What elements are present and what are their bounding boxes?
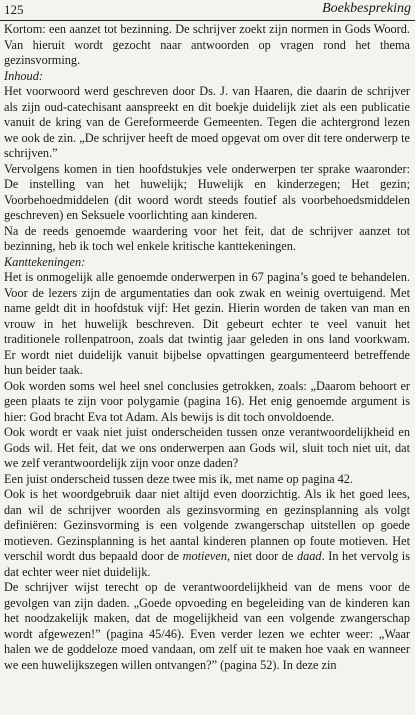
paragraph-verantwoordelijkheid: Ook wordt er vaak niet juist onderscheiden tussen onze verantwoordelijkheid en Gods wil. Het feit, dat we ons onderwerpen aan Gods wil, sluit toch niet uit, dat we zelf verantwoordelijk zijn voor onze daden? [4,425,410,470]
paragraph-gevolgen: De schrijver wijst terecht op de verantwoordelijkheid van de mens voor de gevolgen van zijn daden. „Goede opvoeding en begeleiding van de kinderen kan het noodzakelijk maken, dat de mogelijkheid van een volgende zwangerschap wordt afgewezen!” (pagina 45/46). Even verder lezen we echter weer: „Waar halen we de goddeloze moed vandaan, om zelf uit te maken hoe vaak en wanneer we een huwelijkszegen willen ontvangen?” (pagina 52). In deze zin [4,580,410,672]
paragraph-woordgebruik [4,487,410,580]
emphasis-daad: daad [296,549,322,563]
text-run: Ook is het woordgebruik daar niet altijd even doorzichtig. Als ik het goed lees, dan wil de schrijver woorden als gezinsvorming en gezinsplanning als volgt definiëren: Gezinsvorming is een volgende zwangerschap uitstellen op goede motieven. Gezinsplanning is het aantal kinderen plannen op foute motieven. Het verschil wordt dus bepaald door de [4,487,410,563]
page-number: 125 [4,2,24,17]
text-run: . In het vervolg is dat echter weer niet duidelijk. [4,549,410,579]
paragraph-waardering: Na de reeds genoemde waardering voor het feit, dat de schrijver aanzet tot bezinning, heb ik toch wel enkele kritische kanttekeningen. [4,223,410,253]
running-header [0,0,415,21]
article-body [4,22,410,673]
paragraph-onmogelijk: Het is onmogelijk alle genoemde onderwerpen in 67 pagina’s goed te behandelen. Voor de lezers zijn de argumentaties dan ook zwak en weinig overtuigend. Met name geldt dit in hoofdstuk vijf: Het gezin. Hierin worden de taken van man en vrouw in het huwelijk beschreven. Dit gebeurt echter te veel vanuit het traditionele rollenpatroon, zoals dat twintig jaar geleden in ons land voorkwam. Er wordt niet duidelijk vanuit bijbelse opvattingen geargumenteerd betreffende hun beider taak. [4,270,410,377]
paragraph-intro: Kortom: een aanzet tot bezinning. De schrijver zoekt zijn normen in Gods Woord. Van hieruit wordt gezocht naar antwoorden op vragen rond het thema gezinsvorming. [4,22,410,67]
paragraph-onderscheid: Een juist onderscheid tussen deze twee mis ik, met name op pagina 42. [4,471,354,486]
running-title: Boekbespreking [322,1,411,16]
paragraph-voorwoord: Het voorwoord werd geschreven door Ds. J. van Haaren, die daarin de schrijver als zijn oud-catechisant aanspreekt en dit boekje duidelijk ziet als een publicatie vanuit de kring van de Gereformeerde Gemeenten. Tegen die achtergrond lezen we ook de zin. „De schrijver heeft de moed opgevat om over dit tere onderwerp te schrijven.” [4,84,410,160]
paragraph-hoofdstukken: Vervolgens komen in tien hoofdstukjes vele onderwerpen ter sprake waaronder: De instelling van het huwelijk; Huwelijk en kinderzegen; Het gezin; Voorbehoedmiddelen (dit woord wordt steeds foutief als voorbehoedsmiddelen geschreven) en Seksuele voorlichting aan kinderen. [4,161,410,222]
section-heading-inhoud: Inhoud: [4,68,43,83]
text-run: , niet door de [226,549,297,563]
emphasis-motieven: motieven [182,549,227,563]
paragraph-conclusies: Ook worden soms wel heel snel conclusies getrokken, zoals: „Daarom behoort er geen plaats te zijn voor polygamie (pagina 16). Het enig genoemde argument is hier: God bracht Eva tot Adam. Als bewijs is dit toch onvoldoende. [4,378,410,424]
section-heading-kanttekeningen: Kanttekeningen: [4,254,86,269]
